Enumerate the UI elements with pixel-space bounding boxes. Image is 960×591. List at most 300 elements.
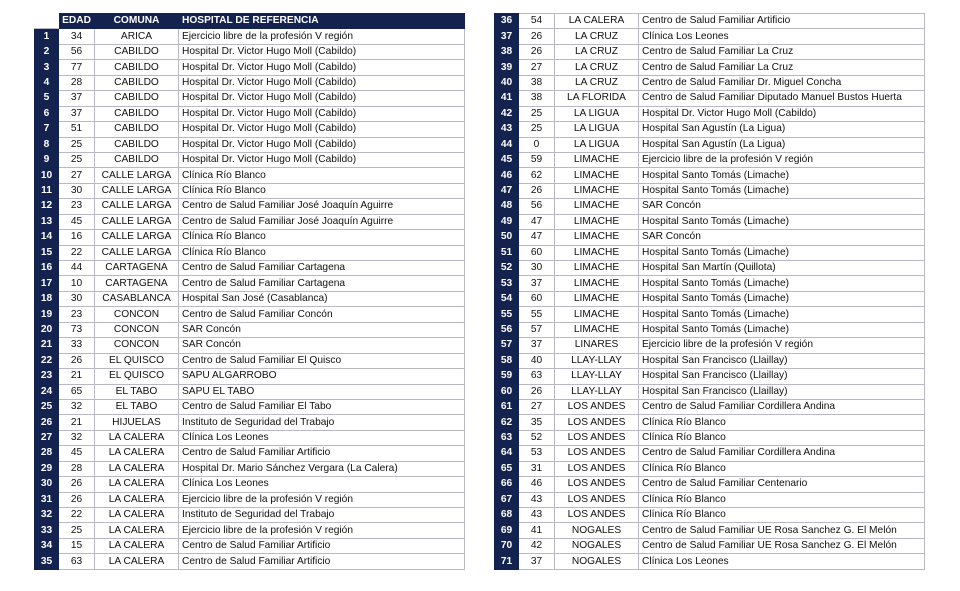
row-hospital: Centro de Salud Familiar El Tabo <box>179 399 465 414</box>
row-edad: 30 <box>59 291 95 306</box>
row-comuna: LIMACHE <box>555 276 639 291</box>
row-comuna: LIMACHE <box>555 261 639 276</box>
table-row <box>495 415 925 430</box>
row-number: 31 <box>35 492 59 507</box>
row-number: 5 <box>35 91 59 106</box>
row-edad: 56 <box>519 199 555 214</box>
row-edad: 63 <box>59 554 95 569</box>
table-row <box>495 338 925 353</box>
row-edad: 57 <box>519 322 555 337</box>
row-hospital: Clínica Los Leones <box>179 430 465 445</box>
row-number: 22 <box>35 353 59 368</box>
row-edad: 27 <box>519 60 555 75</box>
row-hospital: Hospital Santo Tomás (Limache) <box>639 322 925 337</box>
row-number: 2 <box>35 44 59 59</box>
row-edad: 37 <box>519 338 555 353</box>
table-row <box>35 168 465 183</box>
row-edad: 16 <box>59 230 95 245</box>
row-hospital: Hospital San Agustín (La Ligua) <box>639 122 925 137</box>
row-comuna: LOS ANDES <box>555 415 639 430</box>
row-comuna: LLAY-LLAY <box>555 384 639 399</box>
row-hospital: Centro de Salud Familiar José Joaquín Aguirre <box>179 214 465 229</box>
row-number: 33 <box>35 523 59 538</box>
row-hospital: Centro de Salud Familiar UE Rosa Sanchez G. El Melón <box>639 538 925 553</box>
row-comuna: CABILDO <box>95 106 179 121</box>
row-comuna: LA CALERA <box>95 554 179 569</box>
row-edad: 51 <box>59 122 95 137</box>
row-hospital: Hospital Dr. Victor Hugo Moll (Cabildo) <box>639 106 925 121</box>
cases-table-right <box>494 13 925 570</box>
row-hospital: Centro de Salud Familiar Artificio <box>179 446 465 461</box>
row-number: 20 <box>35 322 59 337</box>
row-comuna: CONCON <box>95 307 179 322</box>
table-row <box>495 14 925 29</box>
row-hospital: Hospital Santo Tomás (Limache) <box>639 291 925 306</box>
row-edad: 21 <box>59 369 95 384</box>
row-hospital: Clínica Río Blanco <box>639 430 925 445</box>
row-edad: 26 <box>519 384 555 399</box>
row-edad: 30 <box>519 261 555 276</box>
row-number: 62 <box>495 415 519 430</box>
row-number: 67 <box>495 492 519 507</box>
row-hospital: SAR Concón <box>639 230 925 245</box>
row-hospital: Hospital Santo Tomás (Limache) <box>639 276 925 291</box>
row-hospital: SAR Concón <box>179 322 465 337</box>
row-hospital: SAR Concón <box>179 338 465 353</box>
row-number: 61 <box>495 399 519 414</box>
header-edad: EDAD <box>59 14 95 29</box>
table-row <box>495 168 925 183</box>
row-comuna: LA CALERA <box>95 461 179 476</box>
row-comuna: LOS ANDES <box>555 399 639 414</box>
table-row <box>35 446 465 461</box>
row-edad: 26 <box>59 353 95 368</box>
row-edad: 60 <box>519 291 555 306</box>
row-hospital: Centro de Salud Familiar Concón <box>179 307 465 322</box>
table-row <box>495 508 925 523</box>
table-row <box>495 214 925 229</box>
row-comuna: LOS ANDES <box>555 477 639 492</box>
table-row <box>495 291 925 306</box>
row-number: 13 <box>35 214 59 229</box>
row-number: 42 <box>495 106 519 121</box>
row-edad: 26 <box>59 477 95 492</box>
table-row <box>495 430 925 445</box>
row-number: 56 <box>495 322 519 337</box>
table-row <box>495 322 925 337</box>
table-row <box>35 338 465 353</box>
row-number: 47 <box>495 183 519 198</box>
table-row <box>35 461 465 476</box>
row-comuna: HIJUELAS <box>95 415 179 430</box>
table-row <box>495 446 925 461</box>
row-comuna: LA CRUZ <box>555 29 639 44</box>
row-edad: 35 <box>519 415 555 430</box>
row-comuna: LIMACHE <box>555 230 639 245</box>
table-row <box>495 44 925 59</box>
row-comuna: LIMACHE <box>555 183 639 198</box>
row-hospital: Hospital Santo Tomás (Limache) <box>639 307 925 322</box>
row-number: 27 <box>35 430 59 445</box>
row-edad: 25 <box>59 152 95 167</box>
row-number: 34 <box>35 538 59 553</box>
row-edad: 30 <box>59 183 95 198</box>
row-hospital: Centro de Salud Familiar Cordillera Andina <box>639 446 925 461</box>
row-number: 19 <box>35 307 59 322</box>
row-comuna: LIMACHE <box>555 168 639 183</box>
row-comuna: NOGALES <box>555 554 639 569</box>
row-number: 30 <box>35 477 59 492</box>
row-edad: 15 <box>59 538 95 553</box>
row-edad: 26 <box>519 29 555 44</box>
row-number: 44 <box>495 137 519 152</box>
row-edad: 38 <box>519 75 555 90</box>
row-hospital: Clínica Río Blanco <box>639 415 925 430</box>
row-comuna: NOGALES <box>555 523 639 538</box>
table-row <box>35 261 465 276</box>
table-row <box>495 353 925 368</box>
table-row <box>35 44 465 59</box>
row-hospital: Centro de Salud Familiar Centenario <box>639 477 925 492</box>
header-hospital: HOSPITAL DE REFERENCIA <box>179 14 465 29</box>
row-number: 41 <box>495 91 519 106</box>
table-row <box>495 461 925 476</box>
row-edad: 26 <box>519 183 555 198</box>
row-comuna: LA CALERA <box>95 430 179 445</box>
table-row <box>35 245 465 260</box>
table-row <box>35 492 465 507</box>
table-row <box>35 399 465 414</box>
table-row <box>35 415 465 430</box>
row-number: 6 <box>35 106 59 121</box>
row-hospital: Hospital San Francisco (Llaillay) <box>639 353 925 368</box>
row-comuna: LA CRUZ <box>555 60 639 75</box>
row-hospital: Clínica Río Blanco <box>179 168 465 183</box>
table-row <box>495 137 925 152</box>
row-comuna: NOGALES <box>555 538 639 553</box>
row-number: 69 <box>495 523 519 538</box>
row-number: 3 <box>35 60 59 75</box>
row-edad: 47 <box>519 214 555 229</box>
row-comuna: LA CALERA <box>95 492 179 507</box>
row-hospital: Centro de Salud Familiar José Joaquín Aguirre <box>179 199 465 214</box>
table-row <box>495 183 925 198</box>
row-comuna: LA CALERA <box>95 508 179 523</box>
table-row <box>495 492 925 507</box>
row-comuna: CABILDO <box>95 75 179 90</box>
row-comuna: LLAY-LLAY <box>555 369 639 384</box>
row-comuna: EL QUISCO <box>95 353 179 368</box>
row-hospital: Ejercicio libre de la profesión V región <box>639 338 925 353</box>
row-hospital: Hospital Dr. Victor Hugo Moll (Cabildo) <box>179 91 465 106</box>
row-comuna: CABILDO <box>95 91 179 106</box>
table-row <box>35 29 465 44</box>
row-number: 17 <box>35 276 59 291</box>
row-number: 52 <box>495 261 519 276</box>
table-row <box>35 554 465 569</box>
row-comuna: LA CRUZ <box>555 75 639 90</box>
table-row <box>495 152 925 167</box>
row-number: 18 <box>35 291 59 306</box>
row-comuna: CALLE LARGA <box>95 230 179 245</box>
row-number: 64 <box>495 446 519 461</box>
header-comuna: COMUNA <box>95 14 179 29</box>
row-number: 8 <box>35 137 59 152</box>
row-comuna: LA CALERA <box>95 523 179 538</box>
row-comuna: CALLE LARGA <box>95 245 179 260</box>
row-comuna: ARICA <box>95 29 179 44</box>
row-comuna: LA FLORIDA <box>555 91 639 106</box>
row-edad: 37 <box>59 106 95 121</box>
row-number: 4 <box>35 75 59 90</box>
table-row <box>35 106 465 121</box>
row-comuna: CONCON <box>95 322 179 337</box>
table-row <box>495 245 925 260</box>
row-edad: 27 <box>59 168 95 183</box>
table-row <box>35 199 465 214</box>
table-row <box>495 477 925 492</box>
row-number: 58 <box>495 353 519 368</box>
row-edad: 37 <box>519 554 555 569</box>
table-row <box>495 122 925 137</box>
row-edad: 65 <box>59 384 95 399</box>
row-edad: 38 <box>519 91 555 106</box>
row-number: 28 <box>35 446 59 461</box>
row-number: 70 <box>495 538 519 553</box>
row-comuna: LINARES <box>555 338 639 353</box>
row-comuna: CALLE LARGA <box>95 183 179 198</box>
row-edad: 28 <box>59 75 95 90</box>
row-edad: 25 <box>519 106 555 121</box>
row-comuna: LA LIGUA <box>555 122 639 137</box>
row-number: 23 <box>35 369 59 384</box>
table-row <box>35 276 465 291</box>
table-row <box>495 60 925 75</box>
row-number: 53 <box>495 276 519 291</box>
row-edad: 37 <box>519 276 555 291</box>
row-edad: 23 <box>59 199 95 214</box>
table-row <box>495 399 925 414</box>
row-edad: 10 <box>59 276 95 291</box>
row-edad: 44 <box>59 261 95 276</box>
row-edad: 34 <box>59 29 95 44</box>
row-hospital: SAPU ALGARROBO <box>179 369 465 384</box>
row-number: 66 <box>495 477 519 492</box>
row-number: 55 <box>495 307 519 322</box>
row-hospital: Hospital Santo Tomás (Limache) <box>639 214 925 229</box>
row-edad: 46 <box>519 477 555 492</box>
row-comuna: LA LIGUA <box>555 106 639 121</box>
row-hospital: Centro de Salud Familiar Artificio <box>179 554 465 569</box>
table-row <box>495 538 925 553</box>
row-hospital: Hospital Dr. Victor Hugo Moll (Cabildo) <box>179 60 465 75</box>
row-comuna: LIMACHE <box>555 152 639 167</box>
row-number: 65 <box>495 461 519 476</box>
row-number: 54 <box>495 291 519 306</box>
row-edad: 33 <box>59 338 95 353</box>
cases-table-left <box>34 13 465 570</box>
row-edad: 43 <box>519 492 555 507</box>
row-hospital: Centro de Salud Familiar Cordillera Andina <box>639 399 925 414</box>
row-hospital: Centro de Salud Familiar La Cruz <box>639 44 925 59</box>
table-row <box>495 91 925 106</box>
row-comuna: CABILDO <box>95 122 179 137</box>
row-number: 14 <box>35 230 59 245</box>
row-comuna: CABILDO <box>95 44 179 59</box>
row-hospital: Clínica Río Blanco <box>179 230 465 245</box>
row-comuna: LIMACHE <box>555 214 639 229</box>
row-edad: 22 <box>59 245 95 260</box>
row-comuna: LA CALERA <box>555 14 639 29</box>
row-hospital: Clínica Los Leones <box>639 29 925 44</box>
row-hospital: Hospital Santo Tomás (Limache) <box>639 168 925 183</box>
table-row <box>35 538 465 553</box>
table-row <box>35 230 465 245</box>
row-comuna: LOS ANDES <box>555 508 639 523</box>
row-hospital: Hospital Dr. Victor Hugo Moll (Cabildo) <box>179 137 465 152</box>
table-row <box>495 307 925 322</box>
table-row <box>35 91 465 106</box>
row-edad: 32 <box>59 430 95 445</box>
row-number: 40 <box>495 75 519 90</box>
row-comuna: LOS ANDES <box>555 492 639 507</box>
row-edad: 63 <box>519 369 555 384</box>
row-edad: 54 <box>519 14 555 29</box>
row-hospital: Hospital Dr. Victor Hugo Moll (Cabildo) <box>179 152 465 167</box>
row-hospital: Hospital Dr. Victor Hugo Moll (Cabildo) <box>179 106 465 121</box>
row-number: 15 <box>35 245 59 260</box>
row-comuna: LA CRUZ <box>555 44 639 59</box>
row-comuna: CALLE LARGA <box>95 214 179 229</box>
table-row <box>35 122 465 137</box>
row-comuna: LOS ANDES <box>555 446 639 461</box>
row-edad: 41 <box>519 523 555 538</box>
table-row <box>495 199 925 214</box>
row-comuna: LA CALERA <box>95 477 179 492</box>
row-number: 39 <box>495 60 519 75</box>
row-number: 11 <box>35 183 59 198</box>
row-number: 35 <box>35 554 59 569</box>
row-comuna: CARTAGENA <box>95 261 179 276</box>
header-row <box>35 14 465 29</box>
table-row <box>495 276 925 291</box>
row-hospital: Hospital Dr. Victor Hugo Moll (Cabildo) <box>179 44 465 59</box>
row-comuna: LA CALERA <box>95 446 179 461</box>
table-row <box>495 230 925 245</box>
row-hospital: Hospital Santo Tomás (Limache) <box>639 245 925 260</box>
row-edad: 42 <box>519 538 555 553</box>
row-comuna: LA LIGUA <box>555 137 639 152</box>
row-hospital: Centro de Salud Familiar Cartagena <box>179 261 465 276</box>
table-row <box>35 137 465 152</box>
row-hospital: Hospital San José (Casablanca) <box>179 291 465 306</box>
row-number: 10 <box>35 168 59 183</box>
row-edad: 27 <box>519 399 555 414</box>
row-comuna: LIMACHE <box>555 245 639 260</box>
row-hospital: Ejercicio libre de la profesión V región <box>179 492 465 507</box>
row-edad: 60 <box>519 245 555 260</box>
row-hospital: Hospital San Francisco (Llaillay) <box>639 384 925 399</box>
row-number: 1 <box>35 29 59 44</box>
row-hospital: Clínica Los Leones <box>179 477 465 492</box>
row-number: 71 <box>495 554 519 569</box>
row-number: 68 <box>495 508 519 523</box>
table-row <box>495 369 925 384</box>
row-edad: 21 <box>59 415 95 430</box>
row-number: 38 <box>495 44 519 59</box>
row-hospital: Clínica Río Blanco <box>639 461 925 476</box>
row-number: 25 <box>35 399 59 414</box>
row-comuna: CABILDO <box>95 137 179 152</box>
row-hospital: Clínica Los Leones <box>639 554 925 569</box>
row-comuna: LIMACHE <box>555 322 639 337</box>
table-row <box>495 29 925 44</box>
row-hospital: Ejercicio libre de la profesión V región <box>639 152 925 167</box>
table-row <box>35 75 465 90</box>
row-comuna: LLAY-LLAY <box>555 353 639 368</box>
table-row <box>495 554 925 569</box>
row-hospital: Ejercicio libre de la profesión V región <box>179 29 465 44</box>
row-edad: 25 <box>59 523 95 538</box>
row-edad: 56 <box>59 44 95 59</box>
row-comuna: LOS ANDES <box>555 461 639 476</box>
row-comuna: EL QUISCO <box>95 369 179 384</box>
row-number: 49 <box>495 214 519 229</box>
row-hospital: Centro de Salud Familiar Artificio <box>179 538 465 553</box>
row-hospital: Centro de Salud Familiar Diputado Manuel Bustos Huerta <box>639 91 925 106</box>
row-comuna: CALLE LARGA <box>95 168 179 183</box>
row-hospital: SAR Concón <box>639 199 925 214</box>
row-hospital: Centro de Salud Familiar El Quisco <box>179 353 465 368</box>
row-comuna: LIMACHE <box>555 307 639 322</box>
row-edad: 55 <box>519 307 555 322</box>
row-hospital: Clínica Río Blanco <box>639 492 925 507</box>
row-hospital: Centro de Salud Familiar Cartagena <box>179 276 465 291</box>
row-number: 32 <box>35 508 59 523</box>
table-row <box>495 261 925 276</box>
row-number: 51 <box>495 245 519 260</box>
row-hospital: Centro de Salud Familiar Dr. Miguel Concha <box>639 75 925 90</box>
row-number: 16 <box>35 261 59 276</box>
row-number: 43 <box>495 122 519 137</box>
row-number: 9 <box>35 152 59 167</box>
row-edad: 23 <box>59 307 95 322</box>
row-edad: 32 <box>59 399 95 414</box>
row-number: 57 <box>495 338 519 353</box>
table-row <box>495 75 925 90</box>
row-number: 29 <box>35 461 59 476</box>
row-hospital: Instituto de Seguridad del Trabajo <box>179 415 465 430</box>
row-comuna: LOS ANDES <box>555 430 639 445</box>
row-comuna: CALLE LARGA <box>95 199 179 214</box>
row-number: 48 <box>495 199 519 214</box>
row-hospital: Hospital Dr. Mario Sánchez Vergara (La Calera) <box>179 461 465 476</box>
table-row <box>35 477 465 492</box>
row-hospital: SAPU EL TABO <box>179 384 465 399</box>
row-comuna: LA CALERA <box>95 538 179 553</box>
row-hospital: Centro de Salud Familiar UE Rosa Sanchez G. El Melón <box>639 523 925 538</box>
table-row <box>35 508 465 523</box>
row-edad: 28 <box>59 461 95 476</box>
row-number: 21 <box>35 338 59 353</box>
row-comuna: CABILDO <box>95 60 179 75</box>
table-row <box>35 152 465 167</box>
row-hospital: Hospital San Agustín (La Ligua) <box>639 137 925 152</box>
row-comuna: CASABLANCA <box>95 291 179 306</box>
row-number: 7 <box>35 122 59 137</box>
row-edad: 73 <box>59 322 95 337</box>
row-number: 59 <box>495 369 519 384</box>
